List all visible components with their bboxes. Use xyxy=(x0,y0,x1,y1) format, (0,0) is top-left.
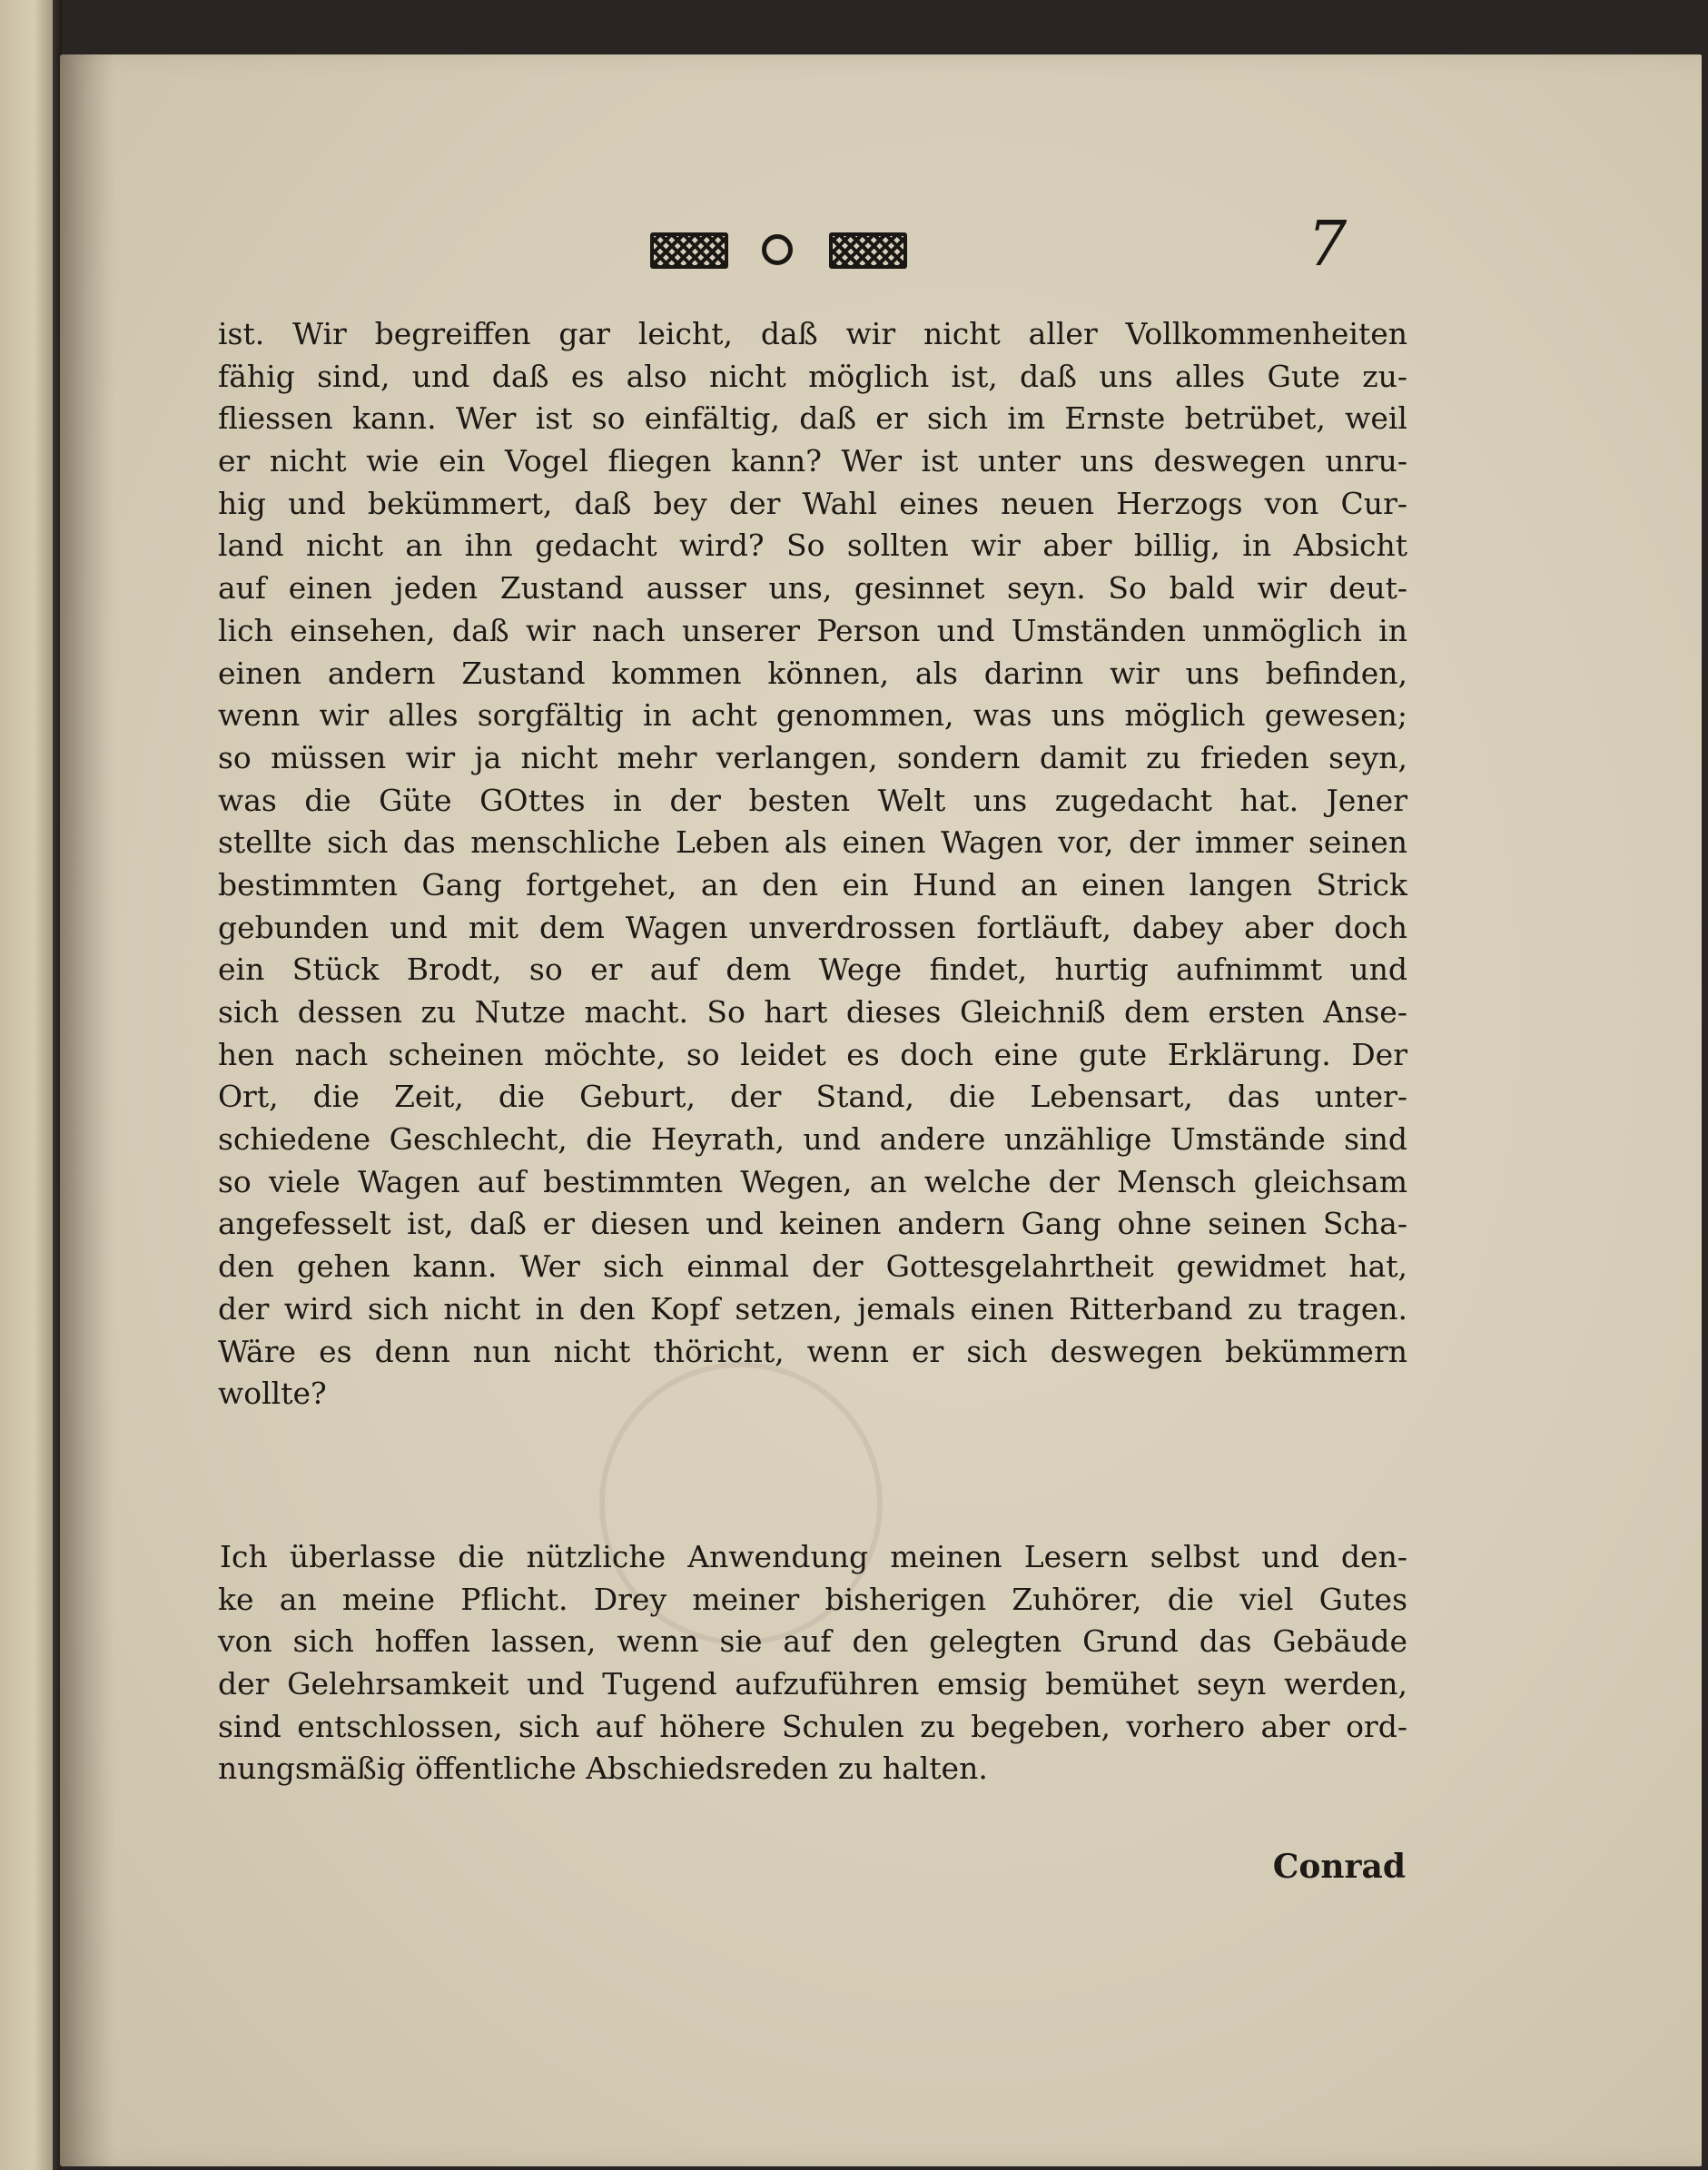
text-line: Wäre es denn nun nicht thöricht, wenn er sich deswegen bekümmern xyxy=(218,1333,1407,1369)
text-line: was die Güte GOttes in der besten Welt uns zugedacht hat. Jener xyxy=(218,782,1407,818)
text-line: wollte? xyxy=(218,1376,327,1412)
previous-page-edge xyxy=(0,0,56,2170)
text-line: fliessen kann. Wer ist so einfältig, daß er sich im Ernste betrübet, weil xyxy=(218,400,1407,437)
text-line: ist. Wir begreiffen gar leicht, daß wir nicht aller Vollkommenheiten xyxy=(218,316,1407,351)
text-line: er nicht wie ein Vogel fliegen kann? Wer ist unter uns deswegen unru- xyxy=(218,443,1407,479)
paragraph-2 xyxy=(218,1536,1407,1790)
text-line: Ich überlasse die nützliche Anwendung meinen Lesern selbst und den- xyxy=(220,1539,1407,1574)
text-line: der Gelehrsamkeit und Tugend aufzuführen emsig bemühet seyn werden, xyxy=(218,1666,1407,1702)
text-line: hen nach scheinen möchte, so leidet es doch eine gute Erklärung. Der xyxy=(218,1036,1407,1072)
text-line: wenn wir alles sorgfältig in acht genommen, was uns möglich gewesen; xyxy=(218,697,1407,734)
text-line: angefesselt ist, daß er diesen und keinen andern Gang ohne seinen Scha- xyxy=(218,1206,1407,1242)
page-number: 7 xyxy=(1308,209,1348,281)
text-line: Ort, die Zeit, die Geburt, der Stand, die Lebensart, das unter- xyxy=(218,1079,1407,1115)
text-line: den gehen kann. Wer sich einmal der Gottesgelahrtheit gewidmet hat, xyxy=(218,1248,1407,1285)
text-line: lich einsehen, daß wir nach unserer Person und Umständen unmöglich in xyxy=(218,612,1407,648)
running-head xyxy=(60,209,1702,289)
printer-ornament-right-icon xyxy=(829,232,907,269)
text-line: der wird sich nicht in den Kopf setzen, jemals einen Ritterband zu tragen. xyxy=(218,1290,1407,1327)
text-line: nungsmäßig öffentliche Abschiedsreden zu halten. xyxy=(218,1751,988,1787)
printer-ornament-left-icon xyxy=(650,232,728,269)
text-line: einen andern Zustand kommen können, als darinn wir uns befinden, xyxy=(218,655,1407,691)
text-line: bestimmten Gang fortgehet, an den ein Hund an einen langen Strick xyxy=(218,866,1407,903)
text-line: gebunden und mit dem Wagen unverdrossen fortläuft, dabey aber doch xyxy=(218,909,1407,945)
catchword: Conrad xyxy=(1272,1848,1406,1886)
text-line: ein Stück Brodt, so er auf dem Wege findet, hurtig aufnimmt und xyxy=(218,952,1407,988)
text-line: stellte sich das menschliche Leben als einen Wagen vor, der immer seinen xyxy=(218,824,1407,861)
text-line: land nicht an ihn gedacht wird? So sollten wir aber billig, in Absicht xyxy=(218,528,1407,564)
text-line: von sich hoffen lassen, wenn sie auf den gelegten Grund das Gebäude xyxy=(218,1623,1407,1660)
text-line: so viele Wagen auf bestimmten Wegen, an welche der Mensch gleichsam xyxy=(218,1163,1407,1199)
text-line: schiedene Geschlecht, die Heyrath, und andere unzählige Umstände sind xyxy=(218,1121,1407,1158)
ornament-circle-icon xyxy=(762,234,793,265)
text-line: ke an meine Pflicht. Drey meiner bisherigen Zuhörer, die viel Gutes xyxy=(218,1581,1407,1617)
text-line: so müssen wir ja nicht mehr verlangen, sondern damit zu frieden seyn, xyxy=(218,739,1407,775)
text-line: sich dessen zu Nutze macht. So hart dieses Gleichniß dem ersten Anse- xyxy=(218,994,1407,1030)
text-line: sind entschlossen, sich auf höhere Schulen zu begeben, vorhero aber ord- xyxy=(218,1708,1407,1744)
text-line: auf einen jeden Zustand ausser uns, gesinnet seyn. So bald wir deut- xyxy=(218,570,1407,607)
paragraph-1 xyxy=(218,313,1407,1415)
text-line: hig und bekümmert, daß bey der Wahl eines neuen Herzogs von Cur- xyxy=(218,485,1407,521)
text-line: fähig sind, und daß es also nicht möglich ist, daß uns alles Gute zu- xyxy=(218,358,1407,394)
